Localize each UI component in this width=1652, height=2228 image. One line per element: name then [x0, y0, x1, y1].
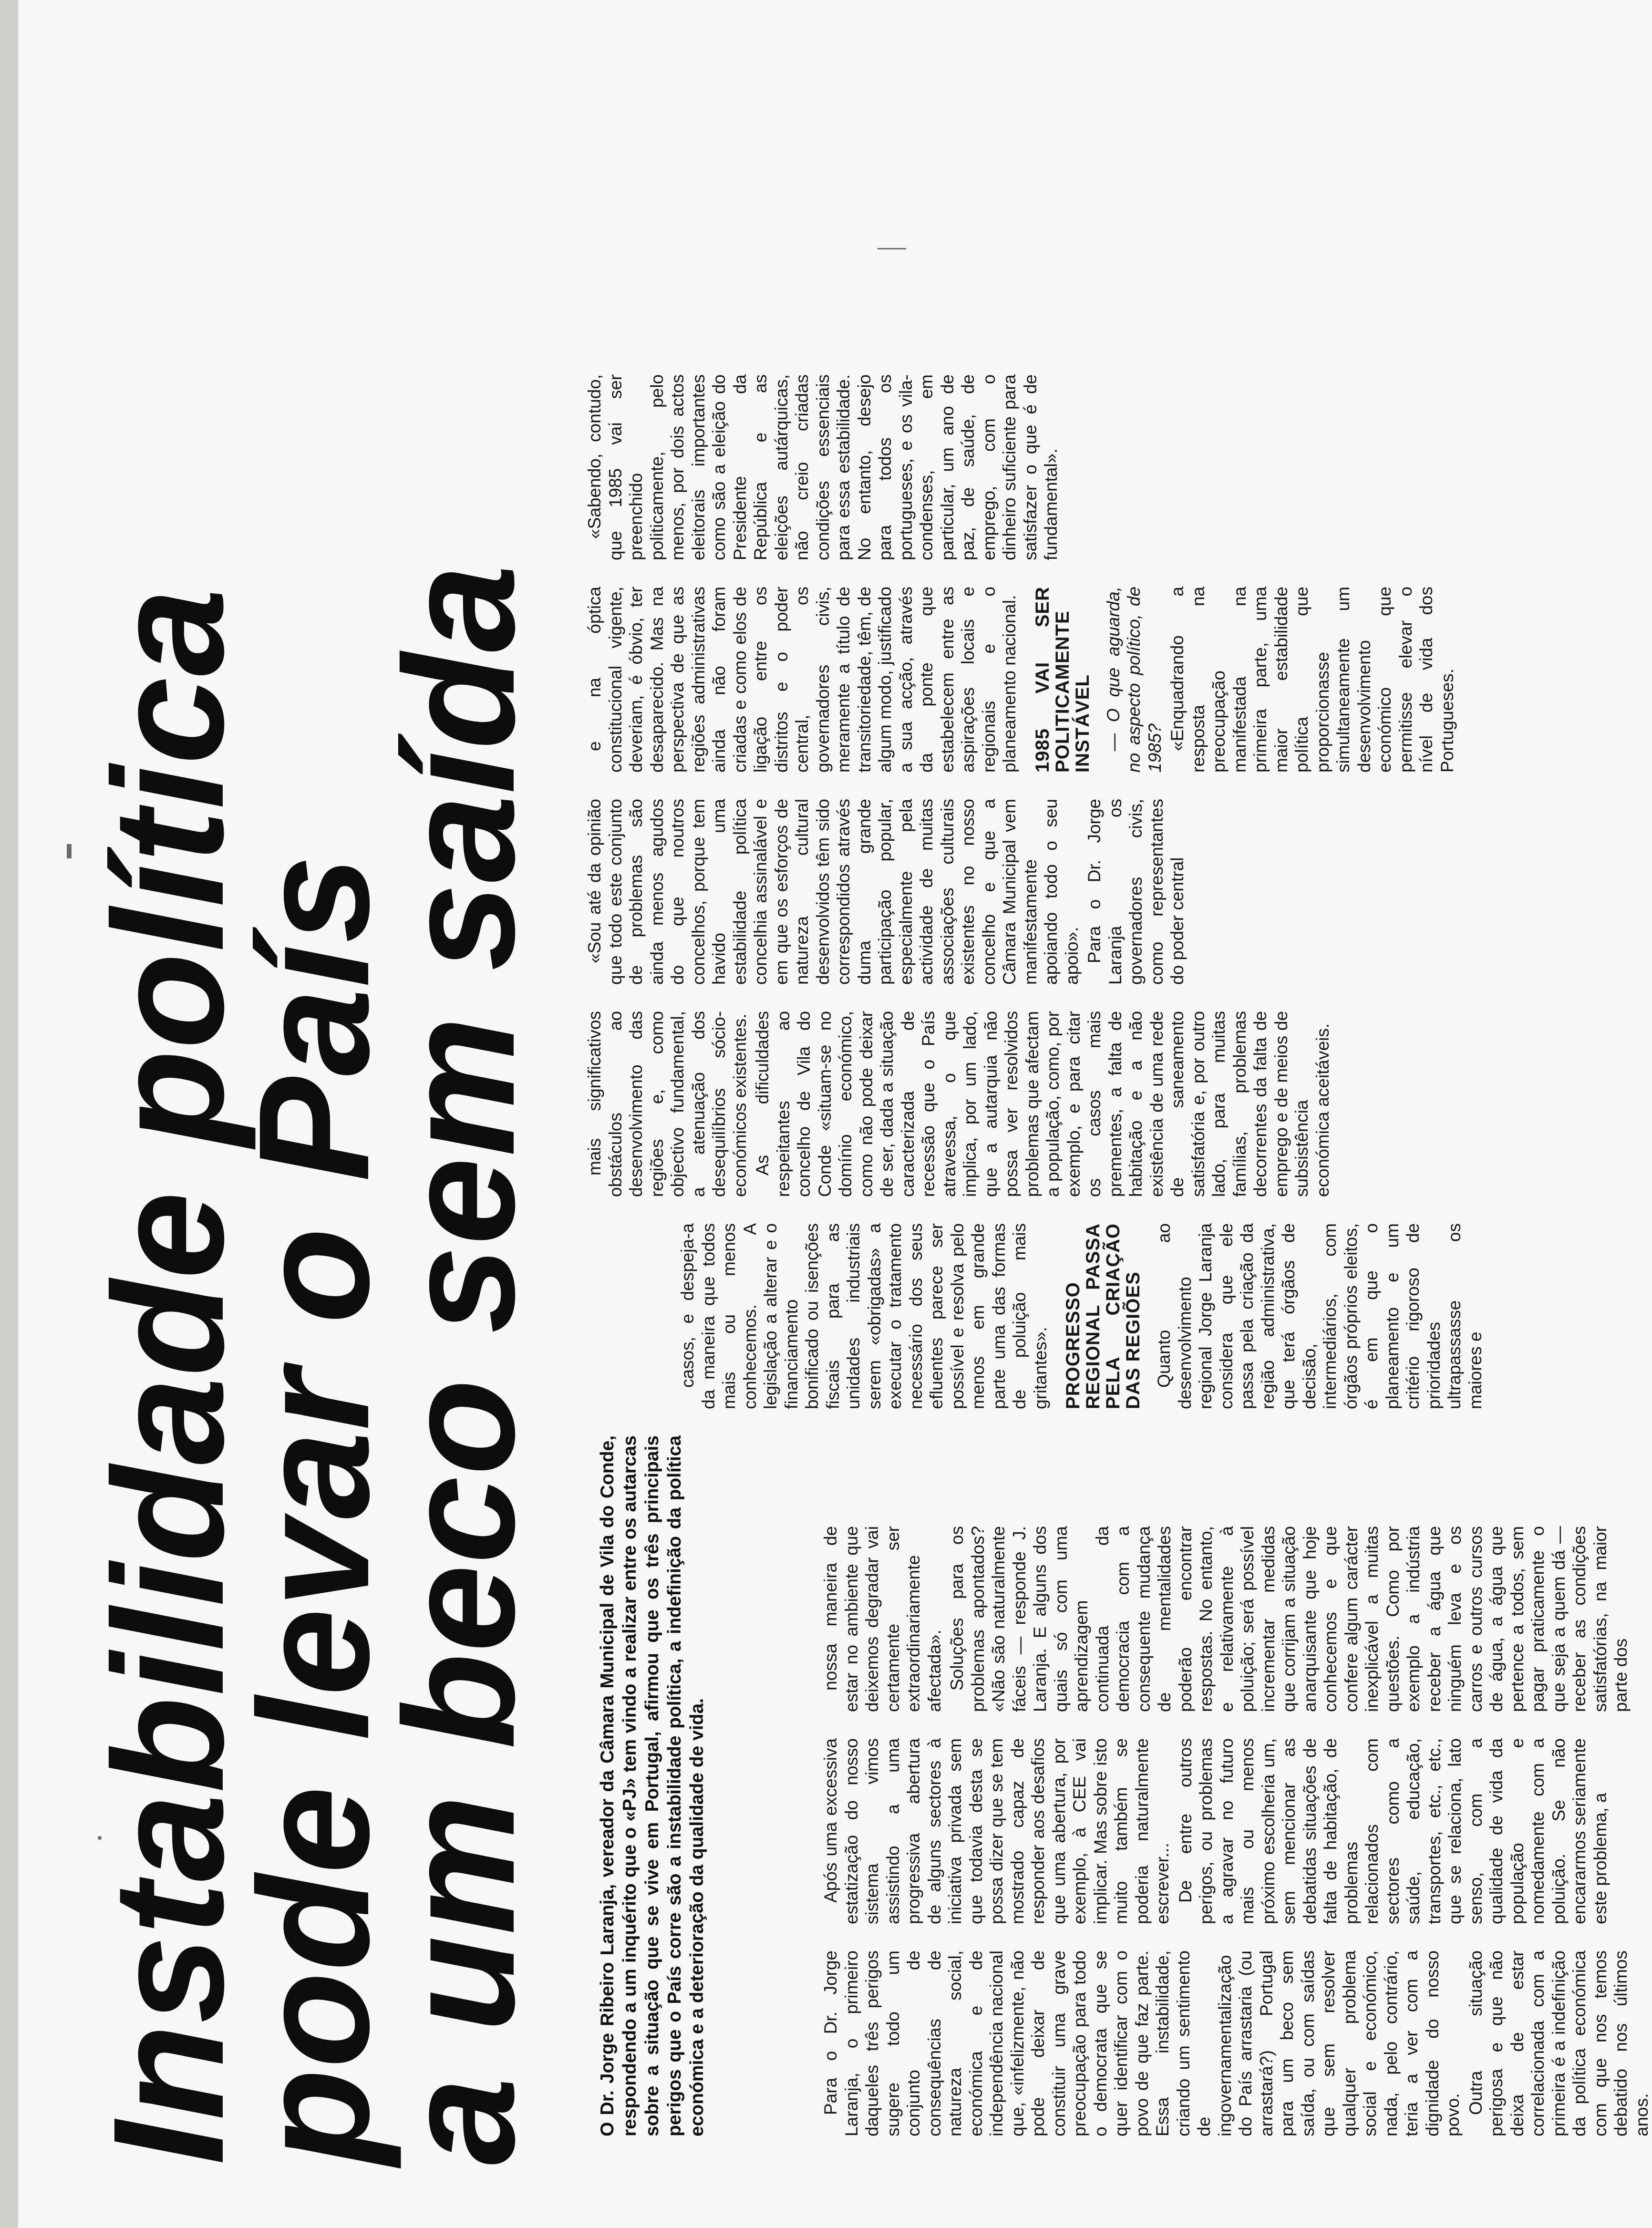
text-column-4 [677, 1223, 1486, 1409]
paragraph: mais significativos obstáculos ao desenvolvimento das regiões e, como objectivo fundamental, a atenuação dos desequilíbrios sócio-económicos existentes. [585, 1011, 750, 1197]
scan-speck [67, 844, 72, 858]
paragraph: Outra situação perigosa e que não deixa de estar correlacionada com a primeira é a indefinição da política económica com que nos temos debatido nos últimos anos. [1466, 1950, 1652, 2136]
newspaper-article [80, 129, 1652, 2203]
text-column-7 [584, 587, 1457, 773]
paragraph: Após uma excessiva estatização do nosso sistema vimos assistindo a uma progressiva abertura de alguns sectores à iniciativa privada sem que todavia desta se possa dizer que se tem mostrado capaz de responder aos desafios que uma abertura, por exemplo, à CEE vai implicar. Mas sobre isto muito também se poderia naturalmente escrever... [821, 1738, 1172, 1924]
paragraph: Para o Dr. Jorge Laranja, o primeiro daqueles três perigos sugere todo um conjunto de consequências de natureza social, económica e de independência nacional que, «infelizmente, não pode deixar de constituir uma grave preocupação para todo o democrata que se quer identificar com o povo de que faz parte. Essa instabilidade, criando um sentimento de ingovernamentalização do País arrastaria (ou arrastará?) Portugal para um beco sem saída, ou com saídas que sem resolver qualquer problema social e económico, nada, pelo contrário, teria a ver com a dignidade do nosso povo. [821, 1950, 1463, 2136]
headline [80, 162, 547, 2165]
text-column-3 [820, 1526, 1631, 1712]
paragraph: Soluções para os problemas apontados? «Não são naturalmente fáceis — responde J. Laranja. E alguns dos quais só com uma aprendizagem continuada da democracia com a consequente mudança de mentalidades poderão encontrar respostas. No entanto, e relativamente à poluição; será possível incrementar medidas que corrijam a situação anarquisante que hoje conhecemos e que confere algum carácter inexplicável a muitas questões. Como por exemplo a indústria receber a água que ninguém leva e os carros e outros cursos de água, a água que pertence a todos, sem pagar praticamente o que seja a quem dá — receber as condições satisfatórias, na maior parte dos [947, 1526, 1631, 1712]
interview-question: — O que aguarda, no aspecto político, de 1985? [1103, 587, 1165, 773]
text-column-6 [584, 799, 1188, 985]
paragraph: As dificuldades respeitantes ao concelho de Vila do Conde «situam-se no domínio económico, como não pode deixar de ser, dada a situação caracterizada de recessão que o País atravessa, o que implica, por um lado, que a autarquia não possa ver resolvidos problemas que afectam a população, como, por exemplo, e para citar os casos mais prementes, a falta de habitação e a não existência de uma rede de saneamento satisfatória e, por outro lado, para muitas famílias, problemas decorrentes da falta de emprego e de meios de subsistência económica aceitáveis. [753, 1011, 1332, 1197]
text-column-2 [820, 1738, 1611, 1924]
headline-line-3: a um beco sem saída [371, 564, 547, 2165]
scan-edge [0, 0, 18, 2228]
section-heading-1985: 1985 VAI SER POLITICAMENTE INSTÁVEL [1032, 587, 1093, 773]
paragraph: Para o Dr. Jorge Laranja os governadores civis, como representantes do poder central [1084, 799, 1187, 985]
paragraph: «Sou até da opinião que todo este conjunto de problemas são ainda menos agudos do que noutros concelhos, porque tem havido uma estabilidade política concelhia assinalável e em que os esforços de natureza cultural desenvolvidos têm sido correspondidos através duma grande participação popular, especialmente pela actividade de muitas associações culturais existentes no nosso concelho e que a Câmara Municipal vem manifestamente apoiando todo o seu apoio». [585, 799, 1082, 985]
section-heading-regional: PROGRESSO REGIONAL PASSA PELA CRIAÇÃO DAS REGIÕES [1063, 1223, 1144, 1409]
article-lead: O Dr. Jorge Ribeiro Laranja, vereador da Câmara Municipal de Vila do Conde, respondendo a um inquérito que o «PJ» tem vindo a realizar entre os autarcas sobre a situação que se vive em Portugal, afirmou que os três principais perigos que o País corre são a instabilidade política, a indefinição da política económica e a deterioração da qualidade de vida. [597, 1435, 707, 2136]
headline-line-2: pode levar o País [226, 854, 402, 2165]
paragraph: «Sabendo, contudo, que 1985 vai ser preenchido politicamente, pelo menos, por dois actos eleitorais importantes como são a eleição do Presidente da República e as eleições autárquicas, não creio criadas condições essenciais para essa estabilidade. No entanto, desejo para todos os portugueses, e os vila-condenses, em particular, um ano de paz, de saúde, de emprego, com o dinheiro suficiente para satisfazer o que é de fundamental». [585, 374, 1061, 560]
paragraph: Quanto ao desenvolvimento regional Jorge Laranja considera que ele passa pela criação da região administrativa, que terá órgãos de decisão, intermediários, com órgãos próprios eleitos, é em que o planeamento e um critério rigoroso de prioridades ultrapassasse os maiores e [1154, 1223, 1485, 1409]
paragraph: «Enquadrando a resposta na preocupação manifestada na primeira parte, uma maior estabilidade política que proporcionasse simultaneamente um desenvolvimento económico que permitisse elevar o nível de vida dos Portugueses. [1167, 587, 1457, 773]
headline-line-1: Instabilidade política [80, 588, 256, 2165]
paragraph: De entre outros perigos, ou problemas a agravar no futuro mais ou menos próximo escolheria um, sem mencionar as debatidas situações de falta de habitação, de problemas relacionados com sectores como a saúde, educação, transportes, etc., etc., que se relaciona, lato senso, com a qualidade de vida da população e nomedamente com a poluição. Se não encararmos seriamente este problema, a [1175, 1738, 1610, 1924]
text-column-1 [820, 1950, 1652, 2136]
paragraph: e na óptica constitucional vigente, deveriam, é óbvio, ter desaparecido. Mas na perspectiva de que as regiões administrativas ainda não foram criadas e como elos de ligação entre os distritos e o poder central, os governadores civis, meramente a título de transitoriedade, têm, de algum modo, justificado a sua acção, através da ponte que estabelecem entre as aspirações locais e regionais e o planeamento nacional. [585, 587, 1019, 773]
paragraph: casos, e despeja-a da maneira que todos mais ou menos conhecemos. A legislação a alterar e o financiamento bonificado ou isenções fiscais para as unidades industriais serem «obrigadas» a executar o tratamento necessário dos seus efluentes parece ser possível e resolva pelo menos em grande parte uma das formas de poluição mais gritantes». [678, 1223, 1050, 1409]
paragraph: nossa maneira de estar no ambiente que deixemos degradar vai certamente ser extraordinariamente afectada». [821, 1526, 944, 1712]
text-column-8 [584, 374, 1062, 560]
text-column-5 [584, 1011, 1333, 1197]
